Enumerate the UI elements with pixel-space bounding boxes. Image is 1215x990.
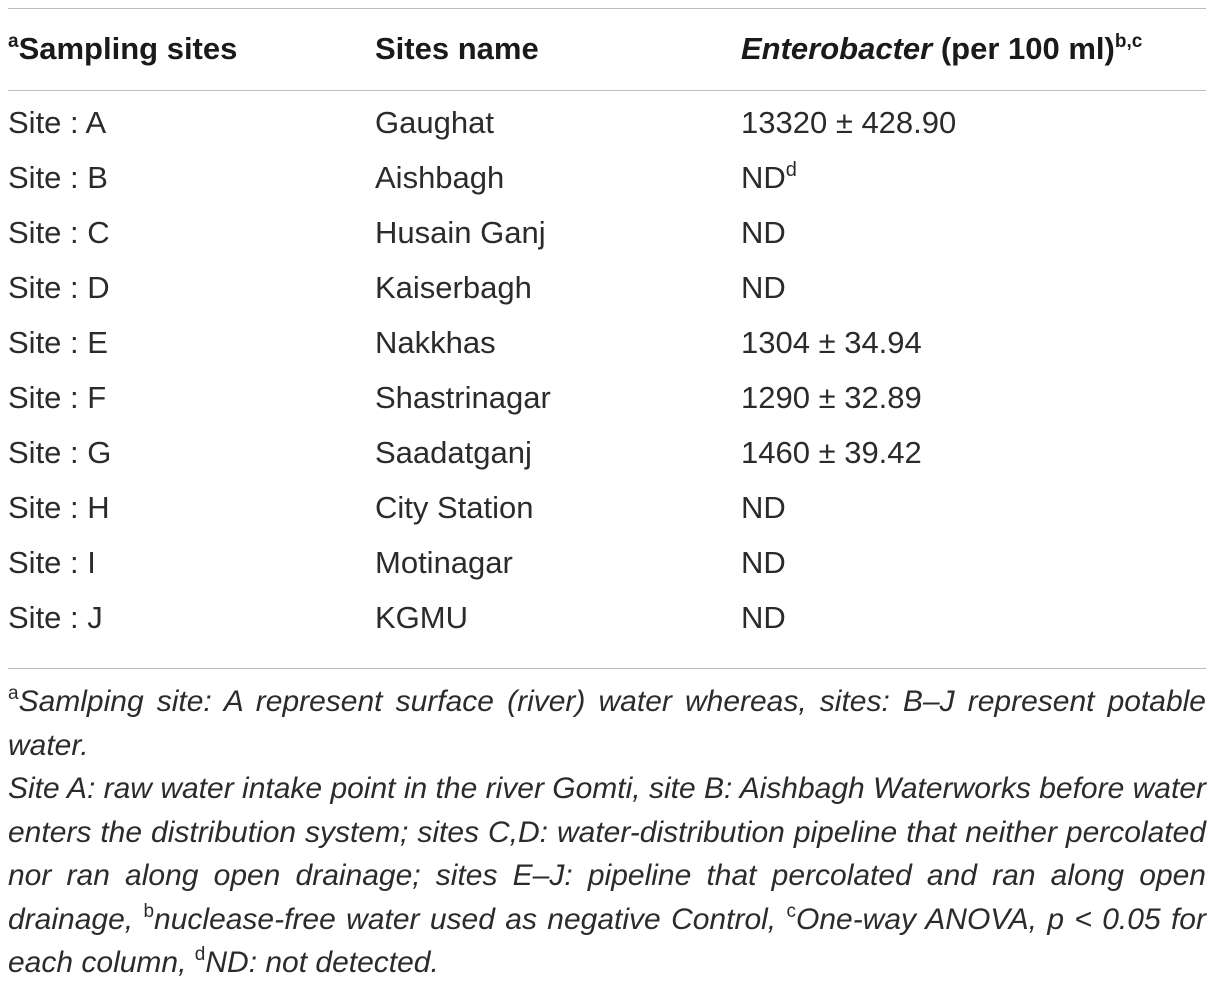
- cell-enterobacter-count: [741, 89, 1206, 150]
- header-sites-name: Sites name: [375, 31, 539, 66]
- cell-sampling-site: Site : A: [8, 104, 107, 140]
- cell-sampling-site: Site : H: [8, 489, 110, 525]
- count-value: ND: [741, 544, 786, 580]
- enterobacter-table: [8, 9, 1206, 645]
- footnote-b-text: nuclease-free water used as negative Control,: [154, 902, 787, 936]
- table-row: [8, 425, 1206, 480]
- table-row: [8, 150, 1206, 205]
- cell-site-name: Husain Ganj: [375, 214, 546, 250]
- count-value: ND: [741, 599, 786, 635]
- header-row: [8, 9, 1206, 89]
- table-row: [8, 480, 1206, 535]
- table-row: [8, 89, 1206, 150]
- cell-sampling-site: Site : C: [8, 214, 110, 250]
- cell-sampling-site: Site : G: [8, 434, 112, 470]
- footnote-d-text: ND: not detected.: [205, 946, 439, 979]
- cell-site-name: Saadatganj: [375, 434, 532, 470]
- footnote-a-marker: a: [8, 683, 19, 704]
- count-value: ND: [741, 214, 786, 250]
- header-sampling-sites-label: Sampling sites: [18, 31, 238, 66]
- footnote-b-marker: b: [143, 900, 155, 922]
- cell-enterobacter-count: [741, 425, 1206, 480]
- count-value: ND: [741, 269, 786, 305]
- table-row: [8, 590, 1206, 645]
- cell-site-name: Nakkhas: [375, 324, 496, 360]
- table-row: [8, 370, 1206, 425]
- table-row: [8, 535, 1206, 590]
- header-sampling-sites: [8, 9, 375, 89]
- footnote-site-description: [8, 767, 1206, 985]
- cell-enterobacter-count: [741, 150, 1206, 205]
- table-row: [8, 205, 1206, 260]
- table-row: [8, 315, 1206, 370]
- cell-site-name: Aishbagh: [375, 159, 505, 195]
- footnote-d-marker: d: [194, 944, 206, 965]
- cell-enterobacter-count: [741, 535, 1206, 590]
- cell-enterobacter-count: [741, 370, 1206, 425]
- count-value: 1460 ± 39.42: [741, 434, 922, 470]
- cell-sampling-site: Site : B: [8, 159, 108, 195]
- footnote-c-marker: c: [786, 900, 796, 922]
- cell-site-name: Kaiserbagh: [375, 269, 532, 305]
- table-row: [8, 260, 1206, 315]
- header-enterobacter: [741, 9, 1206, 89]
- footnote-marker-d: d: [785, 158, 797, 181]
- cell-site-name: Shastrinagar: [375, 379, 551, 415]
- footnote-marker-a: a: [8, 31, 19, 52]
- footnote-a-text: Samlping site: A represent surface (river) water whereas, sites: B–J represent potable water.: [8, 685, 1206, 762]
- cell-enterobacter-count: [741, 315, 1206, 370]
- footnote-c-text: One-way ANOVA, p < 0.05 for each column,: [8, 902, 1206, 979]
- cell-site-name: Gaughat: [375, 104, 494, 140]
- cell-sampling-site: Site : F: [8, 379, 107, 415]
- footnote-marker-bc: b,c: [1114, 31, 1143, 52]
- cell-enterobacter-count: [741, 260, 1206, 315]
- header-unit-label: (per 100 ml): [932, 31, 1115, 66]
- cell-sampling-site: Site : I: [8, 544, 96, 580]
- header-genus-label: Enterobacter: [741, 31, 933, 66]
- cell-enterobacter-count: [741, 205, 1206, 260]
- footnote-a: [8, 680, 1206, 767]
- cell-site-name: KGMU: [375, 599, 468, 635]
- table-footnotes: [8, 680, 1206, 985]
- cell-sampling-site: Site : E: [8, 324, 108, 360]
- cell-site-name: Motinagar: [375, 544, 513, 580]
- count-value: 1290 ± 32.89: [741, 379, 922, 415]
- cell-enterobacter-count: [741, 590, 1206, 645]
- count-value: ND: [741, 159, 786, 195]
- cell-enterobacter-count: [741, 480, 1206, 535]
- cell-site-name: City Station: [375, 489, 534, 525]
- table-bottom-rule: [8, 668, 1206, 669]
- count-value: ND: [741, 489, 786, 525]
- footnote-site-text: Site A: raw water intake point in the river Gomti, site B: Aishbagh Waterworks before water enters the distribution system; sites C,D: water-distribution pipeline that neither percolated nor ran along open drainage; sites E–J: pipeline that percolated and ran along open drainage,: [8, 772, 1206, 936]
- count-value: 1304 ± 34.94: [741, 324, 922, 360]
- cell-sampling-site: Site : D: [8, 269, 110, 305]
- cell-sampling-site: Site : J: [8, 599, 103, 635]
- count-value: 13320 ± 428.90: [741, 104, 957, 140]
